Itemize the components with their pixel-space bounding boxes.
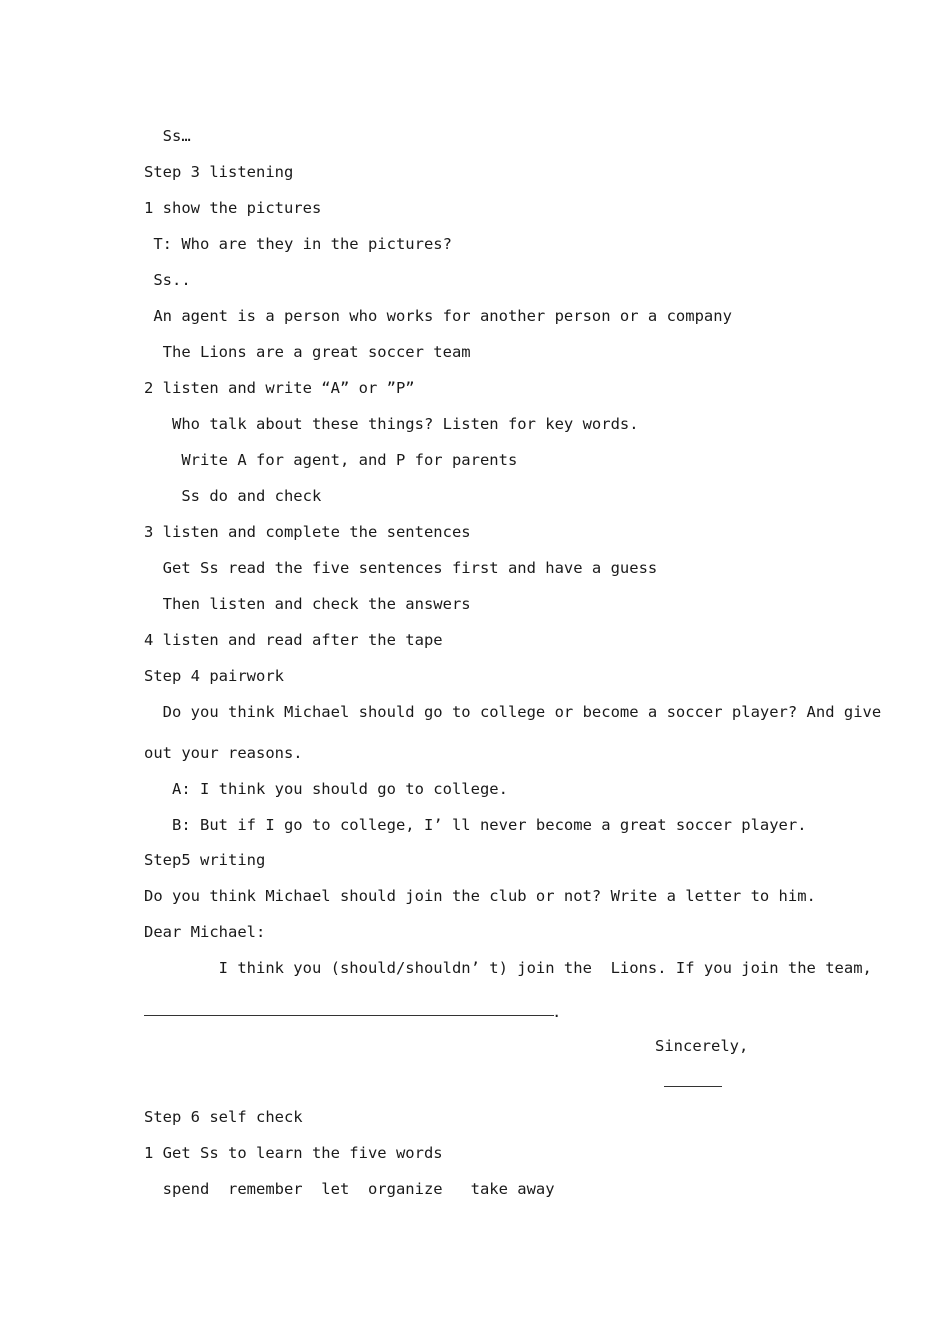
text-line: Ss… (144, 127, 191, 145)
text-line: Ss.. (144, 271, 191, 289)
text-line: 4 listen and read after the tape (144, 631, 443, 649)
text-line: 1 Get Ss to learn the five words (144, 1144, 443, 1162)
text-line: Write A for agent, and P for parents (144, 451, 518, 469)
text-line: Then listen and check the answers (144, 595, 471, 613)
letter-closing: Sincerely, (655, 1037, 749, 1055)
text-line: A: I think you should go to college. (144, 780, 508, 798)
letter-blank-line (144, 1015, 554, 1016)
text-line: out your reasons. (144, 744, 303, 762)
text-line: 2 listen and write “A” or ”P” (144, 379, 415, 397)
letter-body: I think you (should/shouldn’ t) join the Lions. If you join the team, (144, 959, 872, 977)
text-line: The Lions are a great soccer team (144, 343, 471, 361)
text-line: An agent is a person who works for another person or a company (144, 307, 732, 325)
text-line: Who talk about these things? Listen for key words. (144, 415, 639, 433)
letter-salutation: Dear Michael: (144, 923, 266, 941)
letter-blank-end: . (552, 1003, 562, 1021)
step-6-heading: Step 6 self check (144, 1108, 303, 1126)
signature-line (664, 1086, 722, 1087)
word-list: spend remember let organize take away (144, 1180, 555, 1198)
text-line: 3 listen and complete the sentences (144, 523, 471, 541)
text-line: B: But if I go to college, I’ ll never become a great soccer player. (144, 816, 807, 834)
text-line: Ss do and check (144, 487, 322, 505)
text-line: 1 show the pictures (144, 199, 322, 217)
step-5-heading: Step5 writing (144, 851, 266, 869)
text-line: Do you think Michael should join the club or not? Write a letter to him. (144, 887, 816, 905)
step-4-heading: Step 4 pairwork (144, 667, 284, 685)
text-line: Get Ss read the five sentences first and have a guess (144, 559, 658, 577)
text-line: Do you think Michael should go to college or become a soccer player? And give (144, 703, 882, 721)
step-3-heading: Step 3 listening (144, 163, 294, 181)
text-line: T: Who are they in the pictures? (144, 235, 452, 253)
